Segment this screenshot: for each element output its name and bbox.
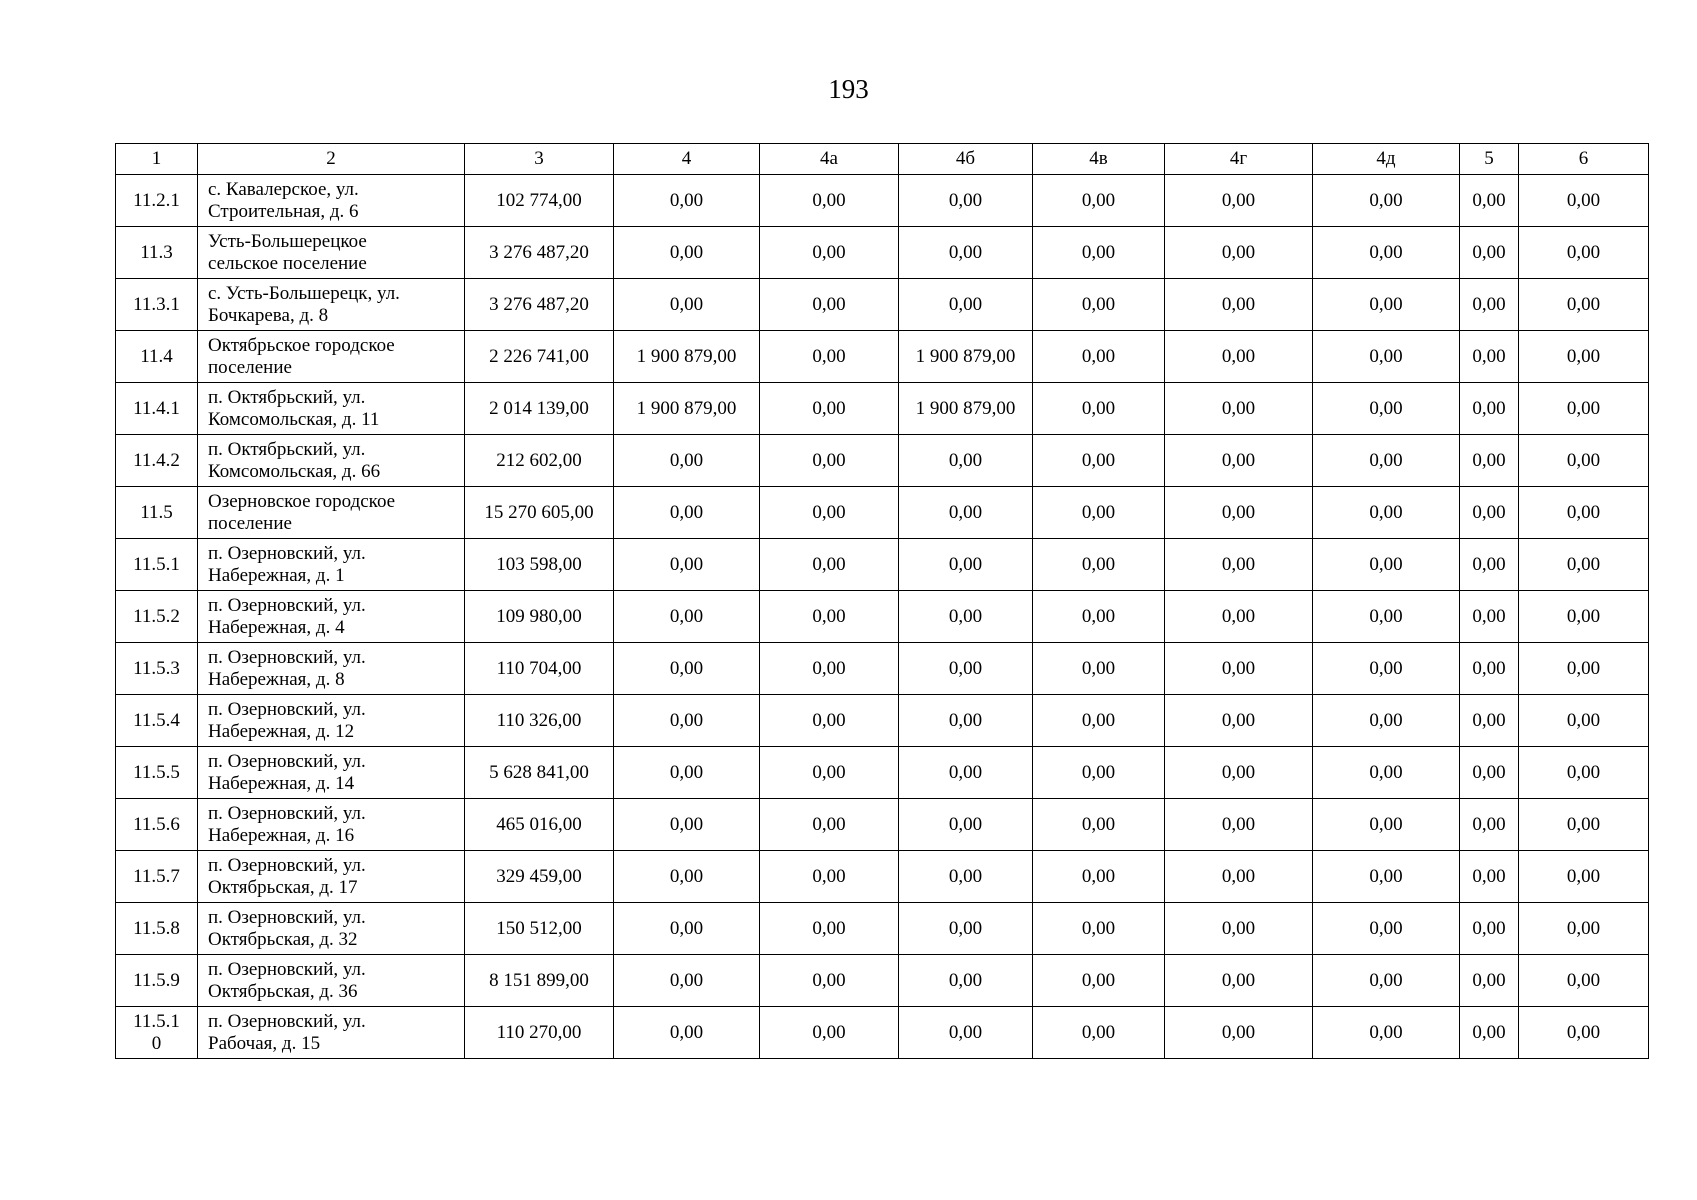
header-cell-col-4b: 4б bbox=[899, 144, 1033, 175]
amount-cell-col-4d: 0,00 bbox=[1313, 539, 1460, 591]
amount-cell-col-4a: 0,00 bbox=[760, 435, 899, 487]
amount-cell-col-4g: 0,00 bbox=[1165, 695, 1313, 747]
table-row bbox=[116, 435, 1649, 487]
amount-cell-col-4d: 0,00 bbox=[1313, 799, 1460, 851]
header-cell-col-6: 6 bbox=[1519, 144, 1649, 175]
amount-cell-col-4v: 0,00 bbox=[1033, 695, 1165, 747]
amount-cell-col-3: 3 276 487,20 bbox=[465, 227, 614, 279]
header-cell-col-4v: 4в bbox=[1033, 144, 1165, 175]
amount-cell-col-4v: 0,00 bbox=[1033, 643, 1165, 695]
amount-cell-col-3: 15 270 605,00 bbox=[465, 487, 614, 539]
amount-cell-col-4: 0,00 bbox=[614, 175, 760, 227]
amount-cell-col-4d: 0,00 bbox=[1313, 227, 1460, 279]
amount-cell-col-4v: 0,00 bbox=[1033, 851, 1165, 903]
table-header-row bbox=[116, 144, 1649, 175]
amount-cell-col-3: 2 226 741,00 bbox=[465, 331, 614, 383]
amount-cell-col-4: 0,00 bbox=[614, 695, 760, 747]
table-row bbox=[116, 175, 1649, 227]
amount-cell-col-6: 0,00 bbox=[1519, 331, 1649, 383]
table-row bbox=[116, 955, 1649, 1007]
amount-cell-col-4v: 0,00 bbox=[1033, 279, 1165, 331]
object-name-cell: п. Озерновский, ул. Октябрьская, д. 36 bbox=[198, 955, 465, 1007]
amount-cell-col-4b: 0,00 bbox=[899, 175, 1033, 227]
amount-cell-col-4b: 0,00 bbox=[899, 1007, 1033, 1059]
amount-cell-col-5: 0,00 bbox=[1460, 1007, 1519, 1059]
row-number-cell: 11.4 bbox=[116, 331, 198, 383]
amount-cell-col-4d: 0,00 bbox=[1313, 851, 1460, 903]
amount-cell-col-4a: 0,00 bbox=[760, 383, 899, 435]
amount-cell-col-4a: 0,00 bbox=[760, 279, 899, 331]
row-number-cell: 11.5 bbox=[116, 487, 198, 539]
amount-cell-col-5: 0,00 bbox=[1460, 903, 1519, 955]
amount-cell-col-4v: 0,00 bbox=[1033, 383, 1165, 435]
amount-cell-col-4b: 0,00 bbox=[899, 487, 1033, 539]
amount-cell-col-6: 0,00 bbox=[1519, 851, 1649, 903]
row-number-cell: 11.5.3 bbox=[116, 643, 198, 695]
header-cell-col-4: 4 bbox=[614, 144, 760, 175]
amount-cell-col-4b: 0,00 bbox=[899, 695, 1033, 747]
amount-cell-col-4d: 0,00 bbox=[1313, 383, 1460, 435]
amount-cell-col-4b: 1 900 879,00 bbox=[899, 331, 1033, 383]
row-number-cell: 11.5.7 bbox=[116, 851, 198, 903]
object-name-cell: с. Кавалерское, ул. Строительная, д. 6 bbox=[198, 175, 465, 227]
header-cell-col-5: 5 bbox=[1460, 144, 1519, 175]
object-name-cell: п. Озерновский, ул. Набережная, д. 1 bbox=[198, 539, 465, 591]
amount-cell-col-5: 0,00 bbox=[1460, 695, 1519, 747]
table-row bbox=[116, 591, 1649, 643]
amount-cell-col-4a: 0,00 bbox=[760, 487, 899, 539]
table-row bbox=[116, 331, 1649, 383]
amount-cell-col-4a: 0,00 bbox=[760, 955, 899, 1007]
amount-cell-col-3: 150 512,00 bbox=[465, 903, 614, 955]
row-number-cell: 11.5.2 bbox=[116, 591, 198, 643]
amount-cell-col-5: 0,00 bbox=[1460, 747, 1519, 799]
amount-cell-col-4v: 0,00 bbox=[1033, 487, 1165, 539]
header-cell-col-4g: 4г bbox=[1165, 144, 1313, 175]
amount-cell-col-3: 8 151 899,00 bbox=[465, 955, 614, 1007]
amount-cell-col-4d: 0,00 bbox=[1313, 747, 1460, 799]
amount-cell-col-6: 0,00 bbox=[1519, 1007, 1649, 1059]
header-cell-col-3: 3 bbox=[465, 144, 614, 175]
object-name-cell: Октябрьское городское поселение bbox=[198, 331, 465, 383]
amount-cell-col-4: 0,00 bbox=[614, 487, 760, 539]
amount-cell-col-4b: 0,00 bbox=[899, 643, 1033, 695]
header-cell-col-4a: 4а bbox=[760, 144, 899, 175]
object-name-cell: п. Озерновский, ул. Октябрьская, д. 32 bbox=[198, 903, 465, 955]
object-name-cell: п. Озерновский, ул. Набережная, д. 8 bbox=[198, 643, 465, 695]
amount-cell-col-4g: 0,00 bbox=[1165, 955, 1313, 1007]
amount-cell-col-5: 0,00 bbox=[1460, 539, 1519, 591]
amount-cell-col-5: 0,00 bbox=[1460, 227, 1519, 279]
amount-cell-col-4a: 0,00 bbox=[760, 851, 899, 903]
amount-cell-col-5: 0,00 bbox=[1460, 175, 1519, 227]
amount-cell-col-4d: 0,00 bbox=[1313, 695, 1460, 747]
amount-cell-col-6: 0,00 bbox=[1519, 643, 1649, 695]
amount-cell-col-4g: 0,00 bbox=[1165, 175, 1313, 227]
table-row bbox=[116, 383, 1649, 435]
amount-cell-col-4v: 0,00 bbox=[1033, 1007, 1165, 1059]
amount-cell-col-4: 0,00 bbox=[614, 227, 760, 279]
amount-cell-col-3: 5 628 841,00 bbox=[465, 747, 614, 799]
amount-cell-col-4v: 0,00 bbox=[1033, 799, 1165, 851]
amount-cell-col-4a: 0,00 bbox=[760, 227, 899, 279]
row-number-cell: 11.4.2 bbox=[116, 435, 198, 487]
amount-cell-col-5: 0,00 bbox=[1460, 331, 1519, 383]
table-row bbox=[116, 903, 1649, 955]
amount-cell-col-4d: 0,00 bbox=[1313, 279, 1460, 331]
amount-cell-col-4b: 0,00 bbox=[899, 903, 1033, 955]
table-row bbox=[116, 487, 1649, 539]
amount-cell-col-3: 329 459,00 bbox=[465, 851, 614, 903]
table-body bbox=[116, 144, 1649, 1059]
amount-cell-col-4g: 0,00 bbox=[1165, 799, 1313, 851]
amount-cell-col-5: 0,00 bbox=[1460, 383, 1519, 435]
page-number: 193 bbox=[828, 74, 869, 104]
amount-cell-col-4v: 0,00 bbox=[1033, 227, 1165, 279]
amount-cell-col-4b: 0,00 bbox=[899, 539, 1033, 591]
amount-cell-col-5: 0,00 bbox=[1460, 851, 1519, 903]
table-row bbox=[116, 695, 1649, 747]
amount-cell-col-5: 0,00 bbox=[1460, 435, 1519, 487]
amount-cell-col-3: 103 598,00 bbox=[465, 539, 614, 591]
amount-cell-col-4v: 0,00 bbox=[1033, 747, 1165, 799]
amount-cell-col-4d: 0,00 bbox=[1313, 175, 1460, 227]
row-number-cell: 11.5.9 bbox=[116, 955, 198, 1007]
amount-cell-col-3: 2 014 139,00 bbox=[465, 383, 614, 435]
table-row bbox=[116, 1007, 1649, 1059]
amount-cell-col-6: 0,00 bbox=[1519, 227, 1649, 279]
amount-cell-col-4g: 0,00 bbox=[1165, 591, 1313, 643]
object-name-cell: п. Озерновский, ул. Октябрьская, д. 17 bbox=[198, 851, 465, 903]
amount-cell-col-4a: 0,00 bbox=[760, 175, 899, 227]
row-number-cell: 11.5.6 bbox=[116, 799, 198, 851]
amount-cell-col-4: 1 900 879,00 bbox=[614, 383, 760, 435]
table-row bbox=[116, 799, 1649, 851]
amount-cell-col-4g: 0,00 bbox=[1165, 1007, 1313, 1059]
row-number-cell: 11.5.1 0 bbox=[116, 1007, 198, 1059]
amount-cell-col-5: 0,00 bbox=[1460, 799, 1519, 851]
amount-cell-col-4: 0,00 bbox=[614, 1007, 760, 1059]
amount-cell-col-5: 0,00 bbox=[1460, 279, 1519, 331]
amount-cell-col-3: 465 016,00 bbox=[465, 799, 614, 851]
header-cell-col-2: 2 bbox=[198, 144, 465, 175]
object-name-cell: п. Озерновский, ул. Набережная, д. 4 bbox=[198, 591, 465, 643]
amount-cell-col-4a: 0,00 bbox=[760, 903, 899, 955]
object-name-cell: п. Озерновский, ул. Набережная, д. 14 bbox=[198, 747, 465, 799]
amount-cell-col-4g: 0,00 bbox=[1165, 331, 1313, 383]
amount-cell-col-4a: 0,00 bbox=[760, 799, 899, 851]
amount-cell-col-6: 0,00 bbox=[1519, 487, 1649, 539]
amount-cell-col-3: 110 704,00 bbox=[465, 643, 614, 695]
row-number-cell: 11.5.8 bbox=[116, 903, 198, 955]
amount-cell-col-4b: 0,00 bbox=[899, 591, 1033, 643]
amount-cell-col-4b: 0,00 bbox=[899, 747, 1033, 799]
amount-cell-col-6: 0,00 bbox=[1519, 695, 1649, 747]
amount-cell-col-4: 1 900 879,00 bbox=[614, 331, 760, 383]
amount-cell-col-4d: 0,00 bbox=[1313, 487, 1460, 539]
table-row bbox=[116, 279, 1649, 331]
amount-cell-col-4b: 0,00 bbox=[899, 851, 1033, 903]
amount-cell-col-3: 110 326,00 bbox=[465, 695, 614, 747]
row-number-cell: 11.5.5 bbox=[116, 747, 198, 799]
amount-cell-col-4a: 0,00 bbox=[760, 591, 899, 643]
header-cell-col-4d: 4д bbox=[1313, 144, 1460, 175]
amount-cell-col-3: 3 276 487,20 bbox=[465, 279, 614, 331]
table-row bbox=[116, 747, 1649, 799]
amount-cell-col-4a: 0,00 bbox=[760, 747, 899, 799]
amount-cell-col-3: 110 270,00 bbox=[465, 1007, 614, 1059]
amount-cell-col-4g: 0,00 bbox=[1165, 435, 1313, 487]
amount-cell-col-4d: 0,00 bbox=[1313, 591, 1460, 643]
amount-cell-col-4b: 1 900 879,00 bbox=[899, 383, 1033, 435]
amount-cell-col-4g: 0,00 bbox=[1165, 851, 1313, 903]
amount-cell-col-4a: 0,00 bbox=[760, 539, 899, 591]
amount-cell-col-4g: 0,00 bbox=[1165, 747, 1313, 799]
row-number-cell: 11.4.1 bbox=[116, 383, 198, 435]
amount-cell-col-4g: 0,00 bbox=[1165, 487, 1313, 539]
object-name-cell: п. Октябрьский, ул. Комсомольская, д. 11 bbox=[198, 383, 465, 435]
amount-cell-col-6: 0,00 bbox=[1519, 955, 1649, 1007]
amount-cell-col-4v: 0,00 bbox=[1033, 539, 1165, 591]
amount-cell-col-4g: 0,00 bbox=[1165, 279, 1313, 331]
object-name-cell: п. Озерновский, ул. Набережная, д. 12 bbox=[198, 695, 465, 747]
amount-cell-col-6: 0,00 bbox=[1519, 747, 1649, 799]
amount-cell-col-4: 0,00 bbox=[614, 799, 760, 851]
amount-cell-col-6: 0,00 bbox=[1519, 903, 1649, 955]
amount-cell-col-6: 0,00 bbox=[1519, 799, 1649, 851]
amount-cell-col-4: 0,00 bbox=[614, 955, 760, 1007]
object-name-cell: п. Октябрьский, ул. Комсомольская, д. 66 bbox=[198, 435, 465, 487]
header-cell-col-1: 1 bbox=[116, 144, 198, 175]
amount-cell-col-4g: 0,00 bbox=[1165, 227, 1313, 279]
amount-cell-col-3: 102 774,00 bbox=[465, 175, 614, 227]
amount-cell-col-4d: 0,00 bbox=[1313, 331, 1460, 383]
amount-cell-col-6: 0,00 bbox=[1519, 279, 1649, 331]
amount-cell-col-4v: 0,00 bbox=[1033, 435, 1165, 487]
amount-cell-col-4a: 0,00 bbox=[760, 643, 899, 695]
amount-cell-col-4b: 0,00 bbox=[899, 799, 1033, 851]
row-number-cell: 11.5.1 bbox=[116, 539, 198, 591]
amount-cell-col-4v: 0,00 bbox=[1033, 331, 1165, 383]
object-name-cell: Озерновское городское поселение bbox=[198, 487, 465, 539]
object-name-cell: с. Усть-Большерецк, ул. Бочкарева, д. 8 bbox=[198, 279, 465, 331]
amount-cell-col-3: 109 980,00 bbox=[465, 591, 614, 643]
table-row bbox=[116, 643, 1649, 695]
amount-cell-col-6: 0,00 bbox=[1519, 435, 1649, 487]
amount-cell-col-4b: 0,00 bbox=[899, 955, 1033, 1007]
amount-cell-col-4g: 0,00 bbox=[1165, 903, 1313, 955]
amount-cell-col-4d: 0,00 bbox=[1313, 903, 1460, 955]
amount-cell-col-4: 0,00 bbox=[614, 539, 760, 591]
amount-cell-col-4: 0,00 bbox=[614, 279, 760, 331]
object-name-cell: п. Озерновский, ул. Рабочая, д. 15 bbox=[198, 1007, 465, 1059]
amount-cell-col-4: 0,00 bbox=[614, 903, 760, 955]
amount-cell-col-4b: 0,00 bbox=[899, 227, 1033, 279]
amount-cell-col-4g: 0,00 bbox=[1165, 539, 1313, 591]
amount-cell-col-4a: 0,00 bbox=[760, 1007, 899, 1059]
table-row bbox=[116, 539, 1649, 591]
amount-cell-col-4: 0,00 bbox=[614, 851, 760, 903]
data-table bbox=[115, 143, 1649, 1059]
amount-cell-col-4a: 0,00 bbox=[760, 331, 899, 383]
amount-cell-col-4: 0,00 bbox=[614, 435, 760, 487]
amount-cell-col-6: 0,00 bbox=[1519, 175, 1649, 227]
amount-cell-col-4d: 0,00 bbox=[1313, 955, 1460, 1007]
amount-cell-col-4b: 0,00 bbox=[899, 435, 1033, 487]
amount-cell-col-6: 0,00 bbox=[1519, 383, 1649, 435]
object-name-cell: Усть-Большерецкое сельское поселение bbox=[198, 227, 465, 279]
amount-cell-col-4a: 0,00 bbox=[760, 695, 899, 747]
amount-cell-col-4b: 0,00 bbox=[899, 279, 1033, 331]
amount-cell-col-4d: 0,00 bbox=[1313, 1007, 1460, 1059]
row-number-cell: 11.5.4 bbox=[116, 695, 198, 747]
amount-cell-col-4: 0,00 bbox=[614, 643, 760, 695]
amount-cell-col-4d: 0,00 bbox=[1313, 435, 1460, 487]
amount-cell-col-4v: 0,00 bbox=[1033, 591, 1165, 643]
amount-cell-col-5: 0,00 bbox=[1460, 487, 1519, 539]
row-number-cell: 11.2.1 bbox=[116, 175, 198, 227]
amount-cell-col-5: 0,00 bbox=[1460, 955, 1519, 1007]
amount-cell-col-4g: 0,00 bbox=[1165, 383, 1313, 435]
table-row bbox=[116, 227, 1649, 279]
amount-cell-col-6: 0,00 bbox=[1519, 539, 1649, 591]
row-number-cell: 11.3.1 bbox=[116, 279, 198, 331]
table-row bbox=[116, 851, 1649, 903]
object-name-cell: п. Озерновский, ул. Набережная, д. 16 bbox=[198, 799, 465, 851]
amount-cell-col-4g: 0,00 bbox=[1165, 643, 1313, 695]
amount-cell-col-5: 0,00 bbox=[1460, 591, 1519, 643]
amount-cell-col-5: 0,00 bbox=[1460, 643, 1519, 695]
amount-cell-col-4: 0,00 bbox=[614, 747, 760, 799]
amount-cell-col-4v: 0,00 bbox=[1033, 955, 1165, 1007]
amount-cell-col-4v: 0,00 bbox=[1033, 175, 1165, 227]
row-number-cell: 11.3 bbox=[116, 227, 198, 279]
amount-cell-col-4: 0,00 bbox=[614, 591, 760, 643]
amount-cell-col-6: 0,00 bbox=[1519, 591, 1649, 643]
amount-cell-col-4v: 0,00 bbox=[1033, 903, 1165, 955]
amount-cell-col-3: 212 602,00 bbox=[465, 435, 614, 487]
amount-cell-col-4d: 0,00 bbox=[1313, 643, 1460, 695]
